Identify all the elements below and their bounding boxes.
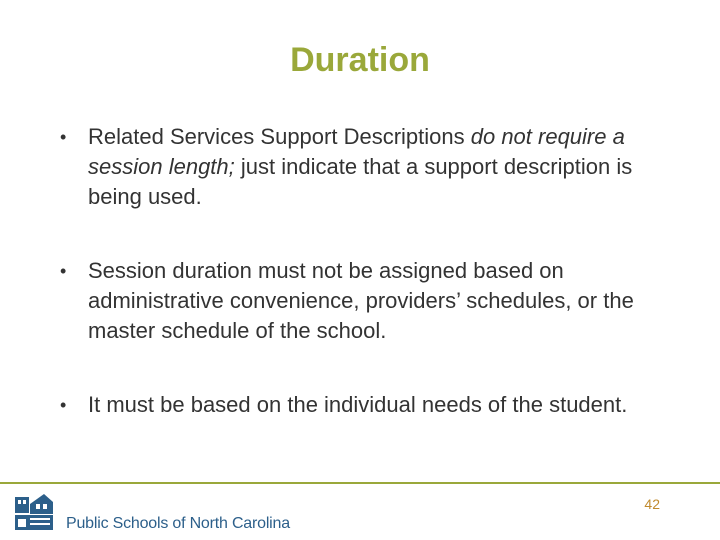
bullet-item [60,256,670,346]
organization-name: Public Schools of North Carolina [66,515,290,532]
bullet-list [60,122,670,420]
bullet-text-italic: do not require a session length; [88,124,625,179]
slide-title: Duration [290,41,430,79]
bullet-item [60,122,670,212]
bullet-dot: • [60,261,67,281]
bullet-text: It must be based on the individual needs of the student. [88,392,628,417]
bullet-item [60,390,670,420]
bullet-text: Session duration must not be assigned based on administrative convenience, providers’ schedules, or the master schedule of the school. [88,258,634,343]
bullet-dot: • [60,127,67,147]
bullet-dot: • [60,395,67,415]
bullet-text-after: just indicate that a support description is being used. [88,154,633,209]
bullet-text-before: Related Services Support Descriptions [88,124,471,149]
nc-schoolhouse-logo-icon [14,492,54,532]
page-number: 42 [644,496,660,512]
footer-divider [0,482,720,484]
